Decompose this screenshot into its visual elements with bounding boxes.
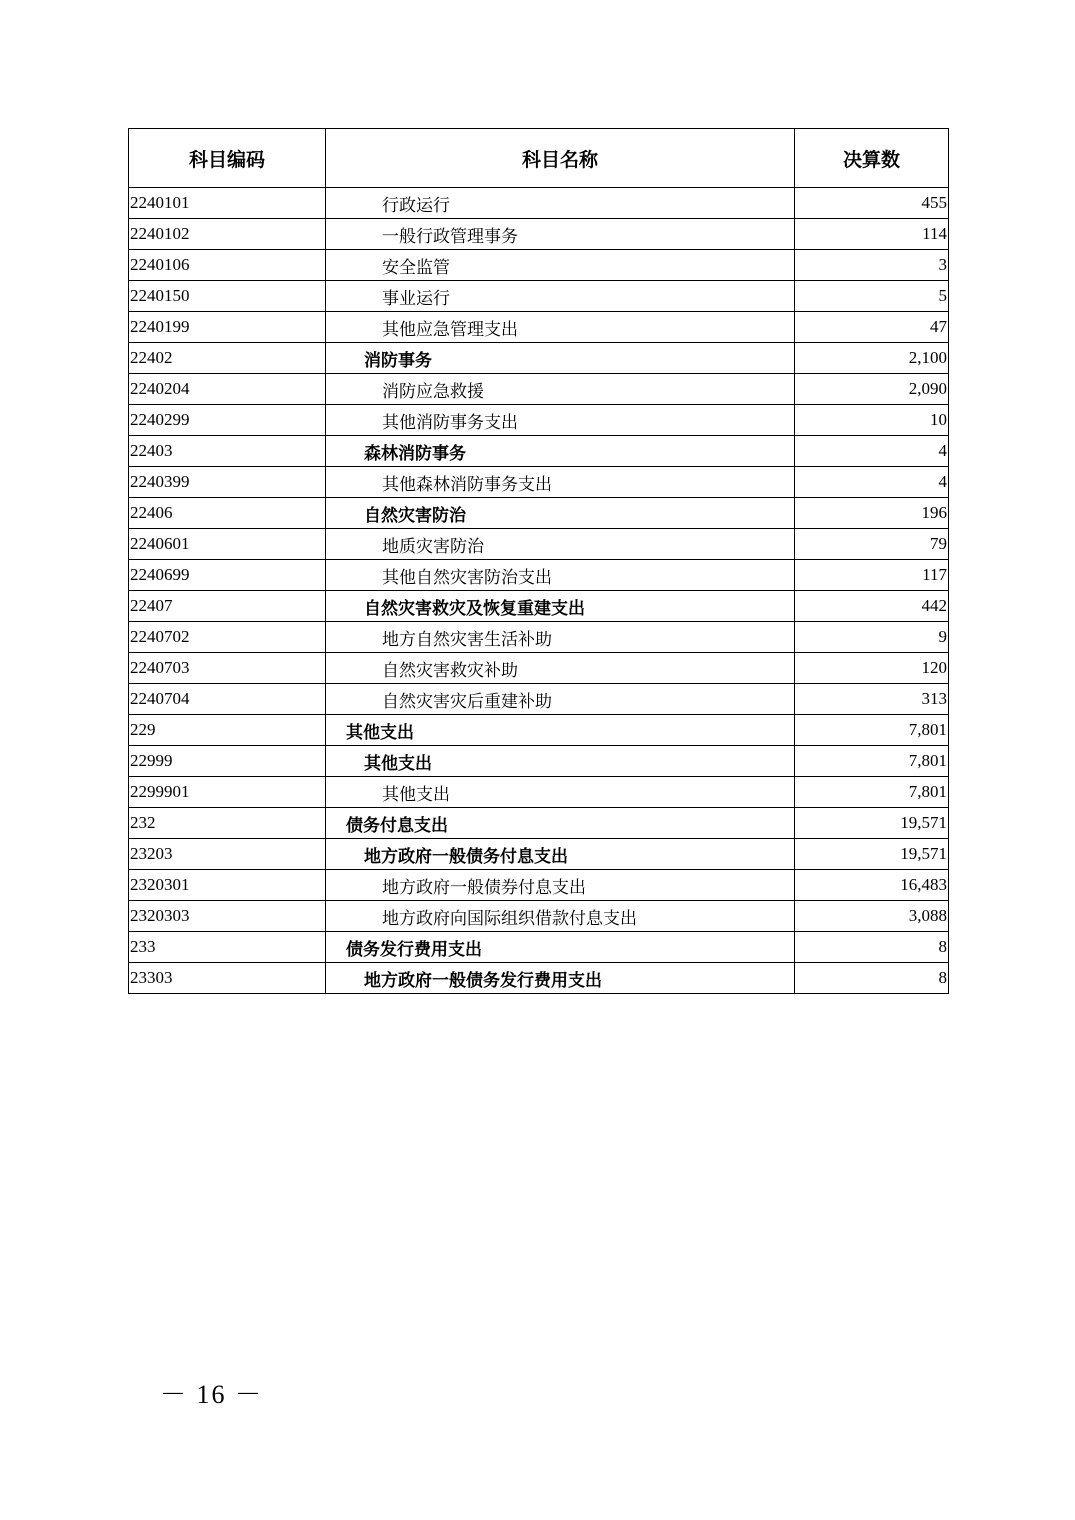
cell-code: 22403 xyxy=(129,436,326,467)
page-number: － 16 － xyxy=(160,1380,264,1409)
cell-value: 120 xyxy=(795,653,949,684)
cell-value: 3 xyxy=(795,250,949,281)
table-row xyxy=(129,870,949,901)
cell-value: 79 xyxy=(795,529,949,560)
cell-value: 114 xyxy=(795,219,949,250)
table-row xyxy=(129,839,949,870)
cell-value: 7,801 xyxy=(795,777,949,808)
cell-code: 2240704 xyxy=(129,684,326,715)
cell-value: 7,801 xyxy=(795,715,949,746)
cell-code: 23203 xyxy=(129,839,326,870)
cell-code: 2240101 xyxy=(129,188,326,219)
cell-name: 地质灾害防治 xyxy=(326,529,795,560)
cell-value: 455 xyxy=(795,188,949,219)
cell-value: 117 xyxy=(795,560,949,591)
cell-code: 2240702 xyxy=(129,622,326,653)
cell-name: 债务付息支出 xyxy=(326,808,795,839)
cell-name: 地方政府向国际组织借款付息支出 xyxy=(326,901,795,932)
cell-value: 8 xyxy=(795,932,949,963)
cell-name: 地方自然灾害生活补助 xyxy=(326,622,795,653)
table-row xyxy=(129,591,949,622)
cell-value: 4 xyxy=(795,436,949,467)
table-row xyxy=(129,529,949,560)
cell-name: 其他支出 xyxy=(326,715,795,746)
table-row xyxy=(129,932,949,963)
table-row xyxy=(129,219,949,250)
cell-name: 其他消防事务支出 xyxy=(326,405,795,436)
table-row xyxy=(129,808,949,839)
cell-code: 2240199 xyxy=(129,312,326,343)
cell-name: 地方政府一般债务付息支出 xyxy=(326,839,795,870)
cell-code: 229 xyxy=(129,715,326,746)
table-row xyxy=(129,963,949,994)
cell-value: 3,088 xyxy=(795,901,949,932)
table-row xyxy=(129,560,949,591)
cell-name: 消防事务 xyxy=(326,343,795,374)
cell-value: 4 xyxy=(795,467,949,498)
cell-code: 2240299 xyxy=(129,405,326,436)
cell-code: 233 xyxy=(129,932,326,963)
table-row xyxy=(129,622,949,653)
cell-value: 16,483 xyxy=(795,870,949,901)
cell-value: 5 xyxy=(795,281,949,312)
cell-code: 232 xyxy=(129,808,326,839)
cell-code: 2240102 xyxy=(129,219,326,250)
table-row xyxy=(129,374,949,405)
cell-code: 2240106 xyxy=(129,250,326,281)
table-row xyxy=(129,746,949,777)
table-header-row xyxy=(129,129,949,188)
cell-value: 19,571 xyxy=(795,808,949,839)
cell-code: 2240150 xyxy=(129,281,326,312)
cell-name: 其他森林消防事务支出 xyxy=(326,467,795,498)
cell-code: 23303 xyxy=(129,963,326,994)
table-row xyxy=(129,312,949,343)
cell-name: 事业运行 xyxy=(326,281,795,312)
cell-value: 2,100 xyxy=(795,343,949,374)
cell-name: 行政运行 xyxy=(326,188,795,219)
cell-value: 313 xyxy=(795,684,949,715)
cell-name: 其他应急管理支出 xyxy=(326,312,795,343)
cell-code: 22402 xyxy=(129,343,326,374)
table-row xyxy=(129,405,949,436)
cell-name: 自然灾害救灾补助 xyxy=(326,653,795,684)
cell-value: 2,090 xyxy=(795,374,949,405)
table-row xyxy=(129,250,949,281)
cell-value: 9 xyxy=(795,622,949,653)
table-row xyxy=(129,901,949,932)
cell-name: 自然灾害救灾及恢复重建支出 xyxy=(326,591,795,622)
cell-value: 442 xyxy=(795,591,949,622)
cell-name: 地方政府一般债券付息支出 xyxy=(326,870,795,901)
header-code: 科目编码 xyxy=(129,129,326,188)
cell-code: 2240699 xyxy=(129,560,326,591)
cell-name: 其他自然灾害防治支出 xyxy=(326,560,795,591)
cell-name: 其他支出 xyxy=(326,746,795,777)
table-body xyxy=(129,188,949,994)
cell-code: 2320303 xyxy=(129,901,326,932)
cell-name: 安全监管 xyxy=(326,250,795,281)
table-row xyxy=(129,777,949,808)
cell-code: 2240399 xyxy=(129,467,326,498)
cell-name: 其他支出 xyxy=(326,777,795,808)
budget-table xyxy=(128,128,949,994)
cell-code: 2320301 xyxy=(129,870,326,901)
cell-code: 2299901 xyxy=(129,777,326,808)
cell-code: 22999 xyxy=(129,746,326,777)
table-row xyxy=(129,467,949,498)
cell-name: 消防应急救援 xyxy=(326,374,795,405)
cell-value: 10 xyxy=(795,405,949,436)
header-value: 决算数 xyxy=(795,129,949,188)
cell-code: 2240601 xyxy=(129,529,326,560)
table-row xyxy=(129,653,949,684)
cell-name: 森林消防事务 xyxy=(326,436,795,467)
header-name: 科目名称 xyxy=(326,129,795,188)
cell-name: 一般行政管理事务 xyxy=(326,219,795,250)
table-row xyxy=(129,498,949,529)
cell-code: 22407 xyxy=(129,591,326,622)
table-row xyxy=(129,343,949,374)
cell-value: 47 xyxy=(795,312,949,343)
cell-name: 债务发行费用支出 xyxy=(326,932,795,963)
cell-code: 22406 xyxy=(129,498,326,529)
cell-name: 自然灾害防治 xyxy=(326,498,795,529)
table-row xyxy=(129,281,949,312)
table-row xyxy=(129,436,949,467)
table-row xyxy=(129,684,949,715)
table-row xyxy=(129,715,949,746)
cell-value: 19,571 xyxy=(795,839,949,870)
cell-name: 自然灾害灾后重建补助 xyxy=(326,684,795,715)
cell-value: 196 xyxy=(795,498,949,529)
table-row xyxy=(129,188,949,219)
cell-code: 2240204 xyxy=(129,374,326,405)
cell-value: 7,801 xyxy=(795,746,949,777)
cell-value: 8 xyxy=(795,963,949,994)
cell-code: 2240703 xyxy=(129,653,326,684)
cell-name: 地方政府一般债务发行费用支出 xyxy=(326,963,795,994)
